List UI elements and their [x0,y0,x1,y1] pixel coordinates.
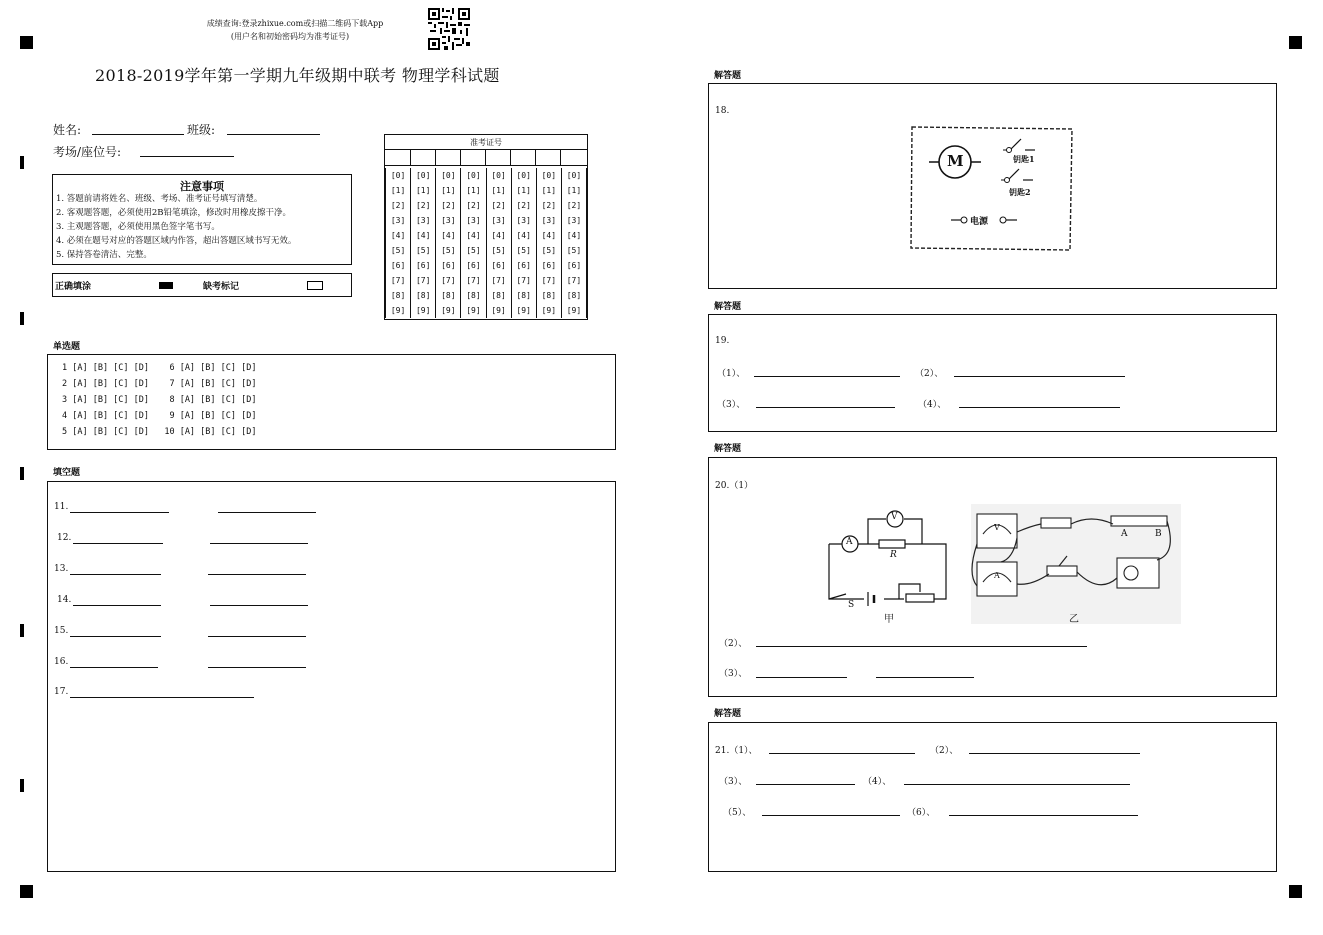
timing-mark [20,467,24,480]
q13-label: 13. [54,564,69,574]
digit-bubble[interactable]: [3] [411,213,436,228]
name-label: 姓名: [53,123,82,137]
apparatus-yi-caption: 乙 [1069,614,1079,625]
digit-bubble[interactable]: [5] [411,243,436,258]
digit-bubble[interactable]: [1] [436,183,461,198]
digit-bubble[interactable]: [8] [386,288,411,303]
q21-part3-blank[interactable] [756,784,855,785]
q19-part1-blank[interactable] [754,376,900,377]
q13-blank-1[interactable] [70,574,161,575]
digit-bubble[interactable]: [0] [436,168,461,183]
digit-bubble[interactable]: [7] [486,273,511,288]
timing-mark [20,779,24,792]
q20-part3-blank-2[interactable] [876,677,974,678]
digit-bubble[interactable]: [8] [561,288,586,303]
exam-id-divider [385,165,587,166]
digit-bubble[interactable]: [4] [386,228,411,243]
q12-label: 12. [57,533,72,543]
answer-section-title: 解答题 [714,302,742,312]
ammeter-label: A [994,571,1000,580]
circuit-jia-caption: 甲 [884,614,894,625]
digit-bubble[interactable]: [1] [561,183,586,198]
q20-part2-label: （2）、 [719,639,748,649]
digit-bubble[interactable]: [2] [486,198,511,213]
q19-part2-blank[interactable] [954,376,1125,377]
digit-bubble[interactable]: [1] [511,183,536,198]
answer-section-title: 解答题 [714,444,742,454]
digit-bubble[interactable]: [6] [486,258,511,273]
q16-label: 16. [54,657,69,667]
digit-bubble[interactable]: [2] [386,198,411,213]
q21-part6-blank[interactable] [949,815,1138,816]
digit-bubble[interactable]: [8] [511,288,536,303]
digit-bubble[interactable]: [4] [561,228,586,243]
q19-box [708,314,1277,432]
digit-bubble[interactable]: [1] [386,183,411,198]
digit-bubble[interactable]: [1] [486,183,511,198]
q14-label: 14. [57,595,72,605]
q21-part5-blank[interactable] [762,815,900,816]
name-field[interactable] [92,134,184,135]
q12-blank-2[interactable] [210,543,308,544]
voltmeter-label: V [994,523,1000,532]
digit-bubble[interactable]: [6] [411,258,436,273]
exam-id-title: 准考证号 [470,138,502,147]
q19-part2-label: （2）、 [915,369,944,379]
digit-bubble[interactable]: [5] [486,243,511,258]
switch-label: S [848,600,855,610]
key1-label: 钥匙1 [1013,154,1035,164]
digit-bubble[interactable]: [4] [536,228,561,243]
digit-bubble[interactable]: [5] [536,243,561,258]
q13-blank-2[interactable] [208,574,306,575]
digit-bubble[interactable]: [5] [386,243,411,258]
digit-bubble[interactable]: [6] [436,258,461,273]
digit-bubble[interactable]: [6] [561,258,586,273]
digit-bubble[interactable]: [4] [436,228,461,243]
digit-bubble[interactable]: [4] [511,228,536,243]
timing-mark [20,624,24,637]
digit-bubble[interactable]: [5] [436,243,461,258]
digit-bubble[interactable]: [2] [536,198,561,213]
seat-field[interactable] [140,156,234,157]
note-item: 1. 答题前请将姓名、班级、考场、准考证号填写清楚。 [56,194,263,204]
q14-blank-2[interactable] [210,605,308,606]
q19-part3-blank[interactable] [756,407,895,408]
corner-mark-br [1289,885,1302,898]
timing-mark [20,312,24,325]
corner-mark-tr [1289,36,1302,49]
digit-bubble[interactable]: [5] [511,243,536,258]
choice-row[interactable]: 2 [A] [B] [C] [D] 7 [A] [B] [C] [D] [62,379,257,389]
qr-code[interactable] [428,8,470,50]
digit-bubble[interactable]: [7] [386,273,411,288]
single-choice-grid[interactable] [62,360,256,440]
q21-part2-blank[interactable] [969,753,1140,754]
digit-bubble[interactable]: [7] [436,273,461,288]
note-item: 3. 主观题答题，必须使用黑色签字笔书写。 [56,222,220,232]
digit-bubble[interactable]: [9] [536,303,561,318]
note-item: 5. 保持答卷清洁、完整。 [56,250,152,260]
q15-blank-2[interactable] [208,636,306,637]
exam-id-box [384,134,588,320]
digit-bubble[interactable]: [4] [461,228,486,243]
fill-blank-title: 填空题 [53,468,81,478]
page-title: 2018-2019学年第一学期九年级期中联考 物理学科试题 [95,66,500,85]
q21-part5-label: （5）、 [723,808,752,818]
q20-part3-blank-1[interactable] [756,677,847,678]
correct-fill-label: 正确填涂 [55,282,92,292]
digit-bubble[interactable]: [7] [511,273,536,288]
choice-row[interactable]: 3 [A] [B] [C] [D] 8 [A] [B] [C] [D] [62,395,257,405]
note-item: 2. 客观题答题，必须使用2B铅笔填涂，修改时用橡皮擦干净。 [56,208,291,218]
score-query-text: 成绩查询:登录zhixue.com或扫描二维码下载App [206,19,384,28]
class-label: 班级: [187,123,216,137]
terminal-a-label: A [1121,529,1128,539]
ammeter-symbol: A [846,537,853,547]
digit-bubble[interactable]: [1] [461,183,486,198]
q15-label: 15. [54,626,69,636]
q11-label: 11. [54,502,69,512]
digit-bubble[interactable]: [0] [486,168,511,183]
digit-bubble[interactable]: [3] [536,213,561,228]
digit-bubble[interactable]: [6] [536,258,561,273]
digit-bubble[interactable]: [4] [411,228,436,243]
q21-label: 21.（1）、 [715,746,758,756]
motor-symbol: M [947,152,964,170]
digit-bubble[interactable]: [2] [461,198,486,213]
choice-row[interactable]: 1 [A] [B] [C] [D] 6 [A] [B] [C] [D] [62,363,257,373]
digit-bubble[interactable]: [7] [561,273,586,288]
single-choice-title: 单选题 [53,342,81,352]
digit-bubble[interactable]: [7] [536,273,561,288]
power-label: 电源 [970,217,989,227]
absent-mark-label: 缺考标记 [203,282,240,292]
q21-part6-label: （6）、 [907,808,936,818]
q21-part3-label: （3）、 [719,777,748,787]
q21-part4-blank[interactable] [904,784,1130,785]
digit-bubble[interactable]: [3] [511,213,536,228]
digit-bubble[interactable]: [9] [486,303,511,318]
choice-row[interactable]: 4 [A] [B] [C] [D] 9 [A] [B] [C] [D] [62,411,257,421]
q20-circuit-jia [824,504,954,624]
answer-section-title: 解答题 [714,71,742,81]
q20-apparatus-yi [971,504,1181,624]
class-field[interactable] [227,134,320,135]
q16-blank-1[interactable] [70,667,158,668]
digit-bubble[interactable]: [9] [386,303,411,318]
q14-blank-1[interactable] [73,605,161,606]
q21-part2-label: （2）、 [930,746,959,756]
digit-bubble[interactable]: [0] [411,168,436,183]
digit-bubble[interactable]: [2] [436,198,461,213]
resistor-label: R [890,550,897,560]
digit-bubble[interactable]: [2] [561,198,586,213]
key2-label: 钥匙2 [1009,187,1031,197]
q19-part1-label: （1）、 [717,369,746,379]
q19-label: 19. [715,336,730,346]
exam-id-bubbles[interactable] [385,168,587,318]
digit-bubble[interactable]: [8] [461,288,486,303]
exam-id-write-row[interactable] [385,149,587,165]
digit-bubble[interactable]: [9] [561,303,586,318]
digit-bubble[interactable]: [3] [561,213,586,228]
digit-bubble[interactable]: [0] [511,168,536,183]
digit-bubble[interactable]: [4] [486,228,511,243]
digit-bubble[interactable]: [6] [511,258,536,273]
digit-bubble[interactable]: [0] [386,168,411,183]
digit-bubble[interactable]: [0] [536,168,561,183]
q20-label: 20.（1） [715,481,754,491]
voltmeter-symbol: V [891,512,898,522]
digit-bubble[interactable]: [6] [461,258,486,273]
digit-bubble[interactable]: [9] [411,303,436,318]
digit-bubble[interactable]: [3] [386,213,411,228]
digit-bubble[interactable]: [9] [511,303,536,318]
digit-bubble[interactable]: [0] [461,168,486,183]
q17-blank[interactable] [70,697,254,698]
q19-part4-blank[interactable] [959,407,1120,408]
q12-blank-1[interactable] [73,543,163,544]
correct-fill-sample [159,282,173,289]
q21-part1-blank[interactable] [769,753,915,754]
notes-list [56,192,296,262]
answer-section-title: 解答题 [714,709,742,719]
seat-label: 考场/座位号: [53,145,122,159]
choice-row[interactable]: 5 [A] [B] [C] [D] 10 [A] [B] [C] [D] [62,427,257,437]
digit-bubble[interactable]: [0] [561,168,586,183]
digit-bubble[interactable]: [3] [461,213,486,228]
digit-bubble[interactable]: [8] [411,288,436,303]
score-query-note: (用户名和初始密码均为准考证号) [230,32,350,41]
q19-part3-label: （3）、 [717,400,746,410]
note-item: 4. 必须在题号对应的答题区域内作答，超出答题区域书写无效。 [56,236,297,246]
q11-blank-1[interactable] [70,512,169,513]
digit-bubble[interactable]: [9] [436,303,461,318]
digit-bubble[interactable]: [7] [411,273,436,288]
digit-bubble[interactable]: [5] [461,243,486,258]
corner-mark-bl [20,885,33,898]
digit-bubble[interactable]: [1] [536,183,561,198]
terminal-b-label: B [1155,529,1162,539]
fill-legend-box [52,273,352,297]
q11-blank-2[interactable] [218,512,316,513]
digit-bubble[interactable]: [5] [561,243,586,258]
q15-blank-1[interactable] [70,636,161,637]
digit-bubble[interactable]: [8] [436,288,461,303]
notes-box [52,174,352,265]
q17-label: 17. [54,687,69,697]
q20-box [708,457,1277,697]
timing-mark [20,156,24,169]
absent-mark-box[interactable] [307,281,323,290]
q21-box [708,722,1277,872]
fill-blank-box [47,481,616,872]
digit-bubble[interactable]: [2] [411,198,436,213]
q18-label: 18. [715,106,730,116]
corner-mark-tl [20,36,33,49]
digit-bubble[interactable]: [1] [411,183,436,198]
digit-bubble[interactable]: [6] [386,258,411,273]
digit-bubble[interactable]: [8] [486,288,511,303]
digit-bubble[interactable]: [8] [536,288,561,303]
q20-part2-blank[interactable] [756,646,1087,647]
digit-bubble[interactable]: [9] [461,303,486,318]
q18-box [708,83,1277,289]
digit-bubble[interactable]: [2] [511,198,536,213]
digit-bubble[interactable]: [3] [486,213,511,228]
q19-part4-label: （4）、 [918,400,947,410]
q20-part3-label: （3）、 [719,669,748,679]
q16-blank-2[interactable] [208,667,306,668]
notes-title: 注意事项 [180,180,224,193]
digit-bubble[interactable]: [7] [461,273,486,288]
q21-part4-label: （4）、 [863,777,892,787]
digit-bubble[interactable]: [3] [436,213,461,228]
q18-circuit-diagram [909,124,1075,254]
single-choice-box [47,354,616,450]
